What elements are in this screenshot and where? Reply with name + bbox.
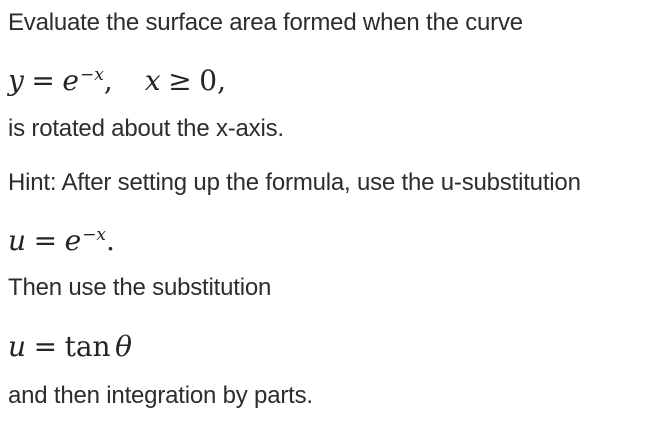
math-var-y: y [8, 64, 24, 97]
hint-line: Hint: After setting up the formula, use the u-substitution [8, 169, 581, 196]
problem-statement-line-2: is rotated about the x-axis. [8, 115, 284, 142]
math-var-u: u [8, 224, 27, 257]
equation-u-substitution [8, 218, 649, 264]
closing-line: and then integration by parts. [8, 382, 313, 409]
greater-equal-sign: ≥ [168, 64, 192, 97]
math-number-zero: 0, [199, 64, 226, 97]
equals-sign: = [33, 224, 58, 257]
equals-sign: = [31, 64, 55, 97]
math-exponent: −x [82, 225, 107, 245]
equation-curve-definition [8, 58, 649, 104]
math-var-u: u [8, 330, 27, 363]
problem-statement-line-1: Evaluate the surface area formed when the curve [8, 9, 523, 36]
math-var-theta: θ [115, 330, 132, 363]
math-base-e: e [64, 224, 82, 257]
comma: , [103, 64, 113, 97]
equation-trig-substitution [8, 326, 649, 368]
instruction-line: Then use the substitution [8, 274, 272, 301]
math-exponent: −x [79, 65, 104, 85]
equals-sign: = [33, 330, 58, 363]
period: . [106, 224, 115, 257]
math-function-tan: tan [64, 330, 111, 363]
math-var-x: x [144, 64, 161, 97]
math-base-e: e [62, 64, 79, 97]
